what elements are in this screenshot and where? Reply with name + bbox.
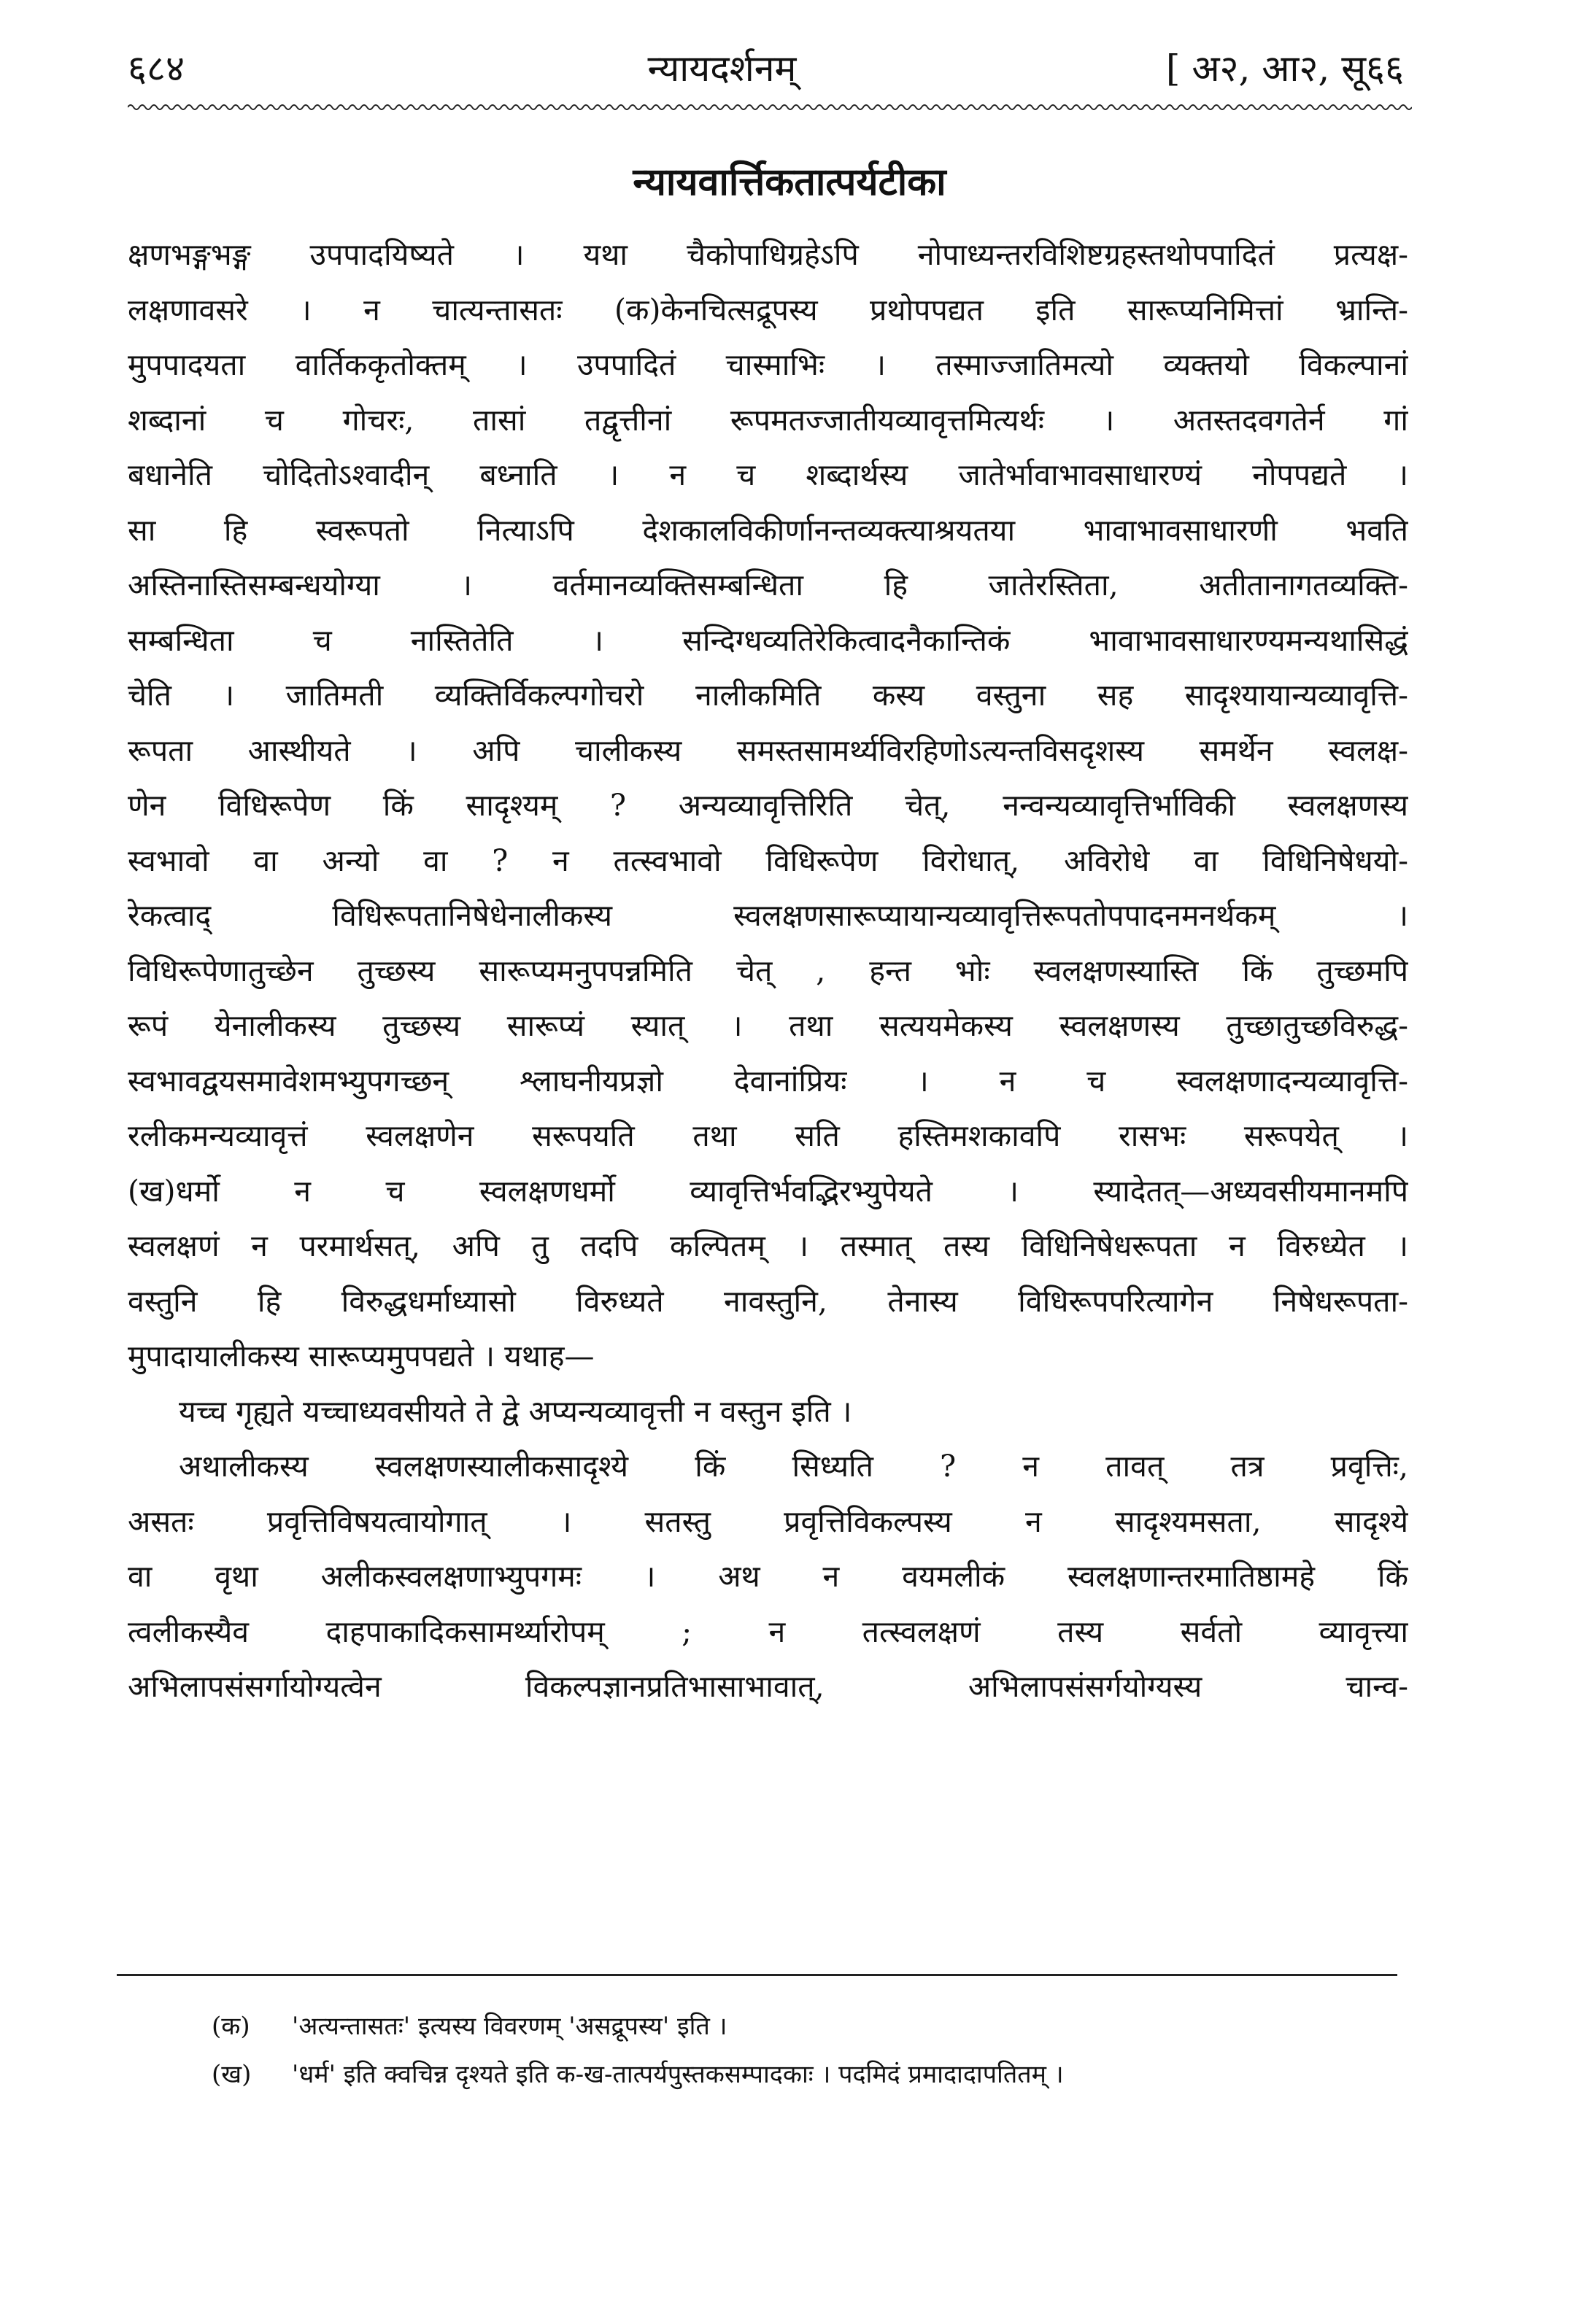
text-line: अथालीकस्य स्वलक्षणस्यालीकसादृश्ये किं सिध्यति ? न तावत् तत्र प्रवृत्तिः, (179, 1449, 1408, 1484)
text-line: स्वभावद्वयसमावेशमभ्युपगच्छन् श्लाघनीयप्रज्ञो देवानांप्रियः । न च स्वलक्षणादन्यव्यावृत्ति- (128, 1063, 1408, 1099)
footnote (212, 2050, 1394, 2099)
section-reference: [ अ२, आ२, सू६६ (1165, 47, 1404, 90)
text-line: अभिलापसंसर्गायोग्यत्वेन विकल्पज्ञानप्रतिभासाभावात्, अभिलापसंसर्गयोग्यस्य चान्व- (128, 1669, 1408, 1704)
text-line: विधिरूपेणातुच्छेन तुच्छस्य सारूप्यमनुपपन्नमिति चेत् , हन्त भोः स्वलक्षणस्यास्ति किं तुच्छमपि (128, 953, 1408, 988)
footnote (212, 2002, 1394, 2050)
text-line: रेकत्वाद् विधिरूपतानिषेधेनालीकस्य स्वलक्षणसारूप्यायान्यव्यावृत्तिरूपतोपपादनमनर्थकम् । (128, 898, 1408, 933)
text-line: रलीकमन्यव्यावृत्तं स्वलक्षणेन सरूपयति तथा सति हस्तिमशकावपि रासभः सरूपयेत् । (128, 1118, 1408, 1153)
footnote-mark: (ख) (212, 2060, 252, 2089)
text-line: वा वृथा अलीकस्वलक्षणाभ्युपगमः । अथ न वयमलीकं स्वलक्षणान्तरमातिष्ठामहे किं (128, 1559, 1408, 1594)
text-line: अस्तिनास्तिसम्बन्धयोग्या । वर्तमानव्यक्तिसम्बन्धिता हि जातेरस्तिता, अतीतानागतव्यक्ति- (128, 568, 1408, 603)
page-number: ६८४ (128, 47, 185, 90)
text-line: सा हि स्वरूपतो नित्याऽपि देशकालविकीर्णानन्तव्यक्त्याश्रयतया भावाभावसाधारणी भवति (128, 512, 1408, 548)
text-line: रूपं येनालीकस्य तुच्छस्य सारूप्यं स्यात् । तथा सत्ययमेकस्य स्वलक्षणस्य तुच्छातुच्छविरुद्ध- (128, 1008, 1408, 1043)
text-line: सम्बन्धिता च नास्तितेति । सन्दिग्धव्यतिरेकित्वादनैकान्तिकं भावाभावसाधारण्यमन्यथासिद्धं (128, 622, 1408, 658)
footnote-text: 'अत्यन्तासतः' इत्यस्य विवरणम् 'असद्रूपस्य' इति । (292, 2012, 727, 2041)
text-line: (ख)धर्मो न च स्वलक्षणधर्मो व्यावृत्तिर्भवद्भिरभ्युपेयते । स्यादेतत्—अध्यवसीयमानमपि (128, 1173, 1408, 1209)
text-line: क्षणभङ्गभङ्ग उपपादयिष्यते । यथा चैकोपाधिग्रहेऽपि नोपाध्यन्तरविशिष्टग्रहस्तथोपपादितं प्रत्यक्ष- (128, 237, 1408, 272)
text-line: चेति । जातिमती व्यक्तिर्विकल्पगोचरो नालीकमिति कस्य वस्तुना सह सादृश्यायान्यव्यावृत्ति- (128, 678, 1408, 713)
text-line: मुपपादयता वार्तिककृतोक्तम् । उपपादितं चास्माभिः । तस्माज्जातिमत्यो व्यक्तयो विकल्पानां (128, 347, 1408, 382)
footnote-text: 'धर्म' इति क्वचिन्न दृश्यते इति क-ख-तात्पर्यपुस्तकसम्पादकाः । पदमिदं प्रमादादापतितम् । (292, 2060, 1064, 2089)
text-line: स्वभावो वा अन्यो वा ? न तत्स्वभावो विधिरूपेण विरोधात्, अविरोधे वा विधिनिषेधयो- (128, 843, 1408, 878)
footnote-mark: (क) (212, 2012, 250, 2041)
text-line: रूपता आस्थीयते । अपि चालीकस्य समस्तसामर्थ्यविरहिणोऽत्यन्तविसदृशस्य समर्थेन स्वलक्ष- (128, 732, 1408, 768)
footnote-divider (117, 1974, 1397, 1976)
text-line: णेन विधिरूपेण किं सादृश्यम् ? अन्यव्यावृत्तिरिति चेत्, नन्वन्यव्यावृत्तिर्भाविकी स्वलक्षणस्य (128, 788, 1408, 823)
text-line: स्वलक्षणं न परमार्थसत्, अपि तु तदपि कल्पितम् । तस्मात् तस्य विधिनिषेधरूपता न विरुध्येत । (128, 1228, 1408, 1263)
text-line: त्वलीकस्यैव दाहपाकादिकसामर्थ्यारोपम् ; न तत्स्वलक्षणं तस्य सर्वतो व्यावृत्त्या (128, 1614, 1408, 1649)
section-title: न्यायवार्त्तिकतात्पर्यटीका (633, 160, 946, 204)
footnotes (212, 2002, 1394, 2099)
page-header (128, 38, 1404, 96)
running-title: न्यायदर्शनम् (647, 47, 797, 90)
text-line: मुपादायालीकस्य सारूप्यमुपपद्यते । यथाह— (128, 1339, 595, 1374)
body-text (128, 228, 1408, 1715)
text-line: शब्दानां च गोचरः, तासां तद्वृत्तीनां रूपमतज्जातीयव्यावृत्तमित्यर्थः । अतस्तदवगतेर्न गां (128, 402, 1408, 438)
text-line: बधानेति चोदितोऽश्वादीन् बध्नाति । न च शब्दार्थस्य जातेर्भावाभावसाधारण्यं नोपपद्यते । (128, 457, 1408, 492)
wavy-divider (128, 102, 1412, 112)
text-line: असतः प्रवृत्तिविषयत्वायोगात् । सतस्तु प्रवृत्तिविकल्पस्य न सादृश्यमसता, सादृश्ये (128, 1503, 1408, 1539)
text-line: लक्षणावसरे । न चात्यन्तासतः (क)केनचित्सद्रूपस्य प्रथोपपद्यत इति सारूप्यनिमित्तां भ्रान्ति- (128, 292, 1408, 328)
text-line: यच्च गृह्यते यच्चाध्यवसीयते ते द्वे अप्यन्यव्यावृत्ती न वस्तुन इति । (179, 1393, 852, 1429)
text-line: वस्तुनि हि विरुद्धधर्माध्यासो विरुध्यते नावस्तुनि, तेनास्य विधिरूपपरित्यागेन निषेधरूपता- (128, 1283, 1408, 1319)
